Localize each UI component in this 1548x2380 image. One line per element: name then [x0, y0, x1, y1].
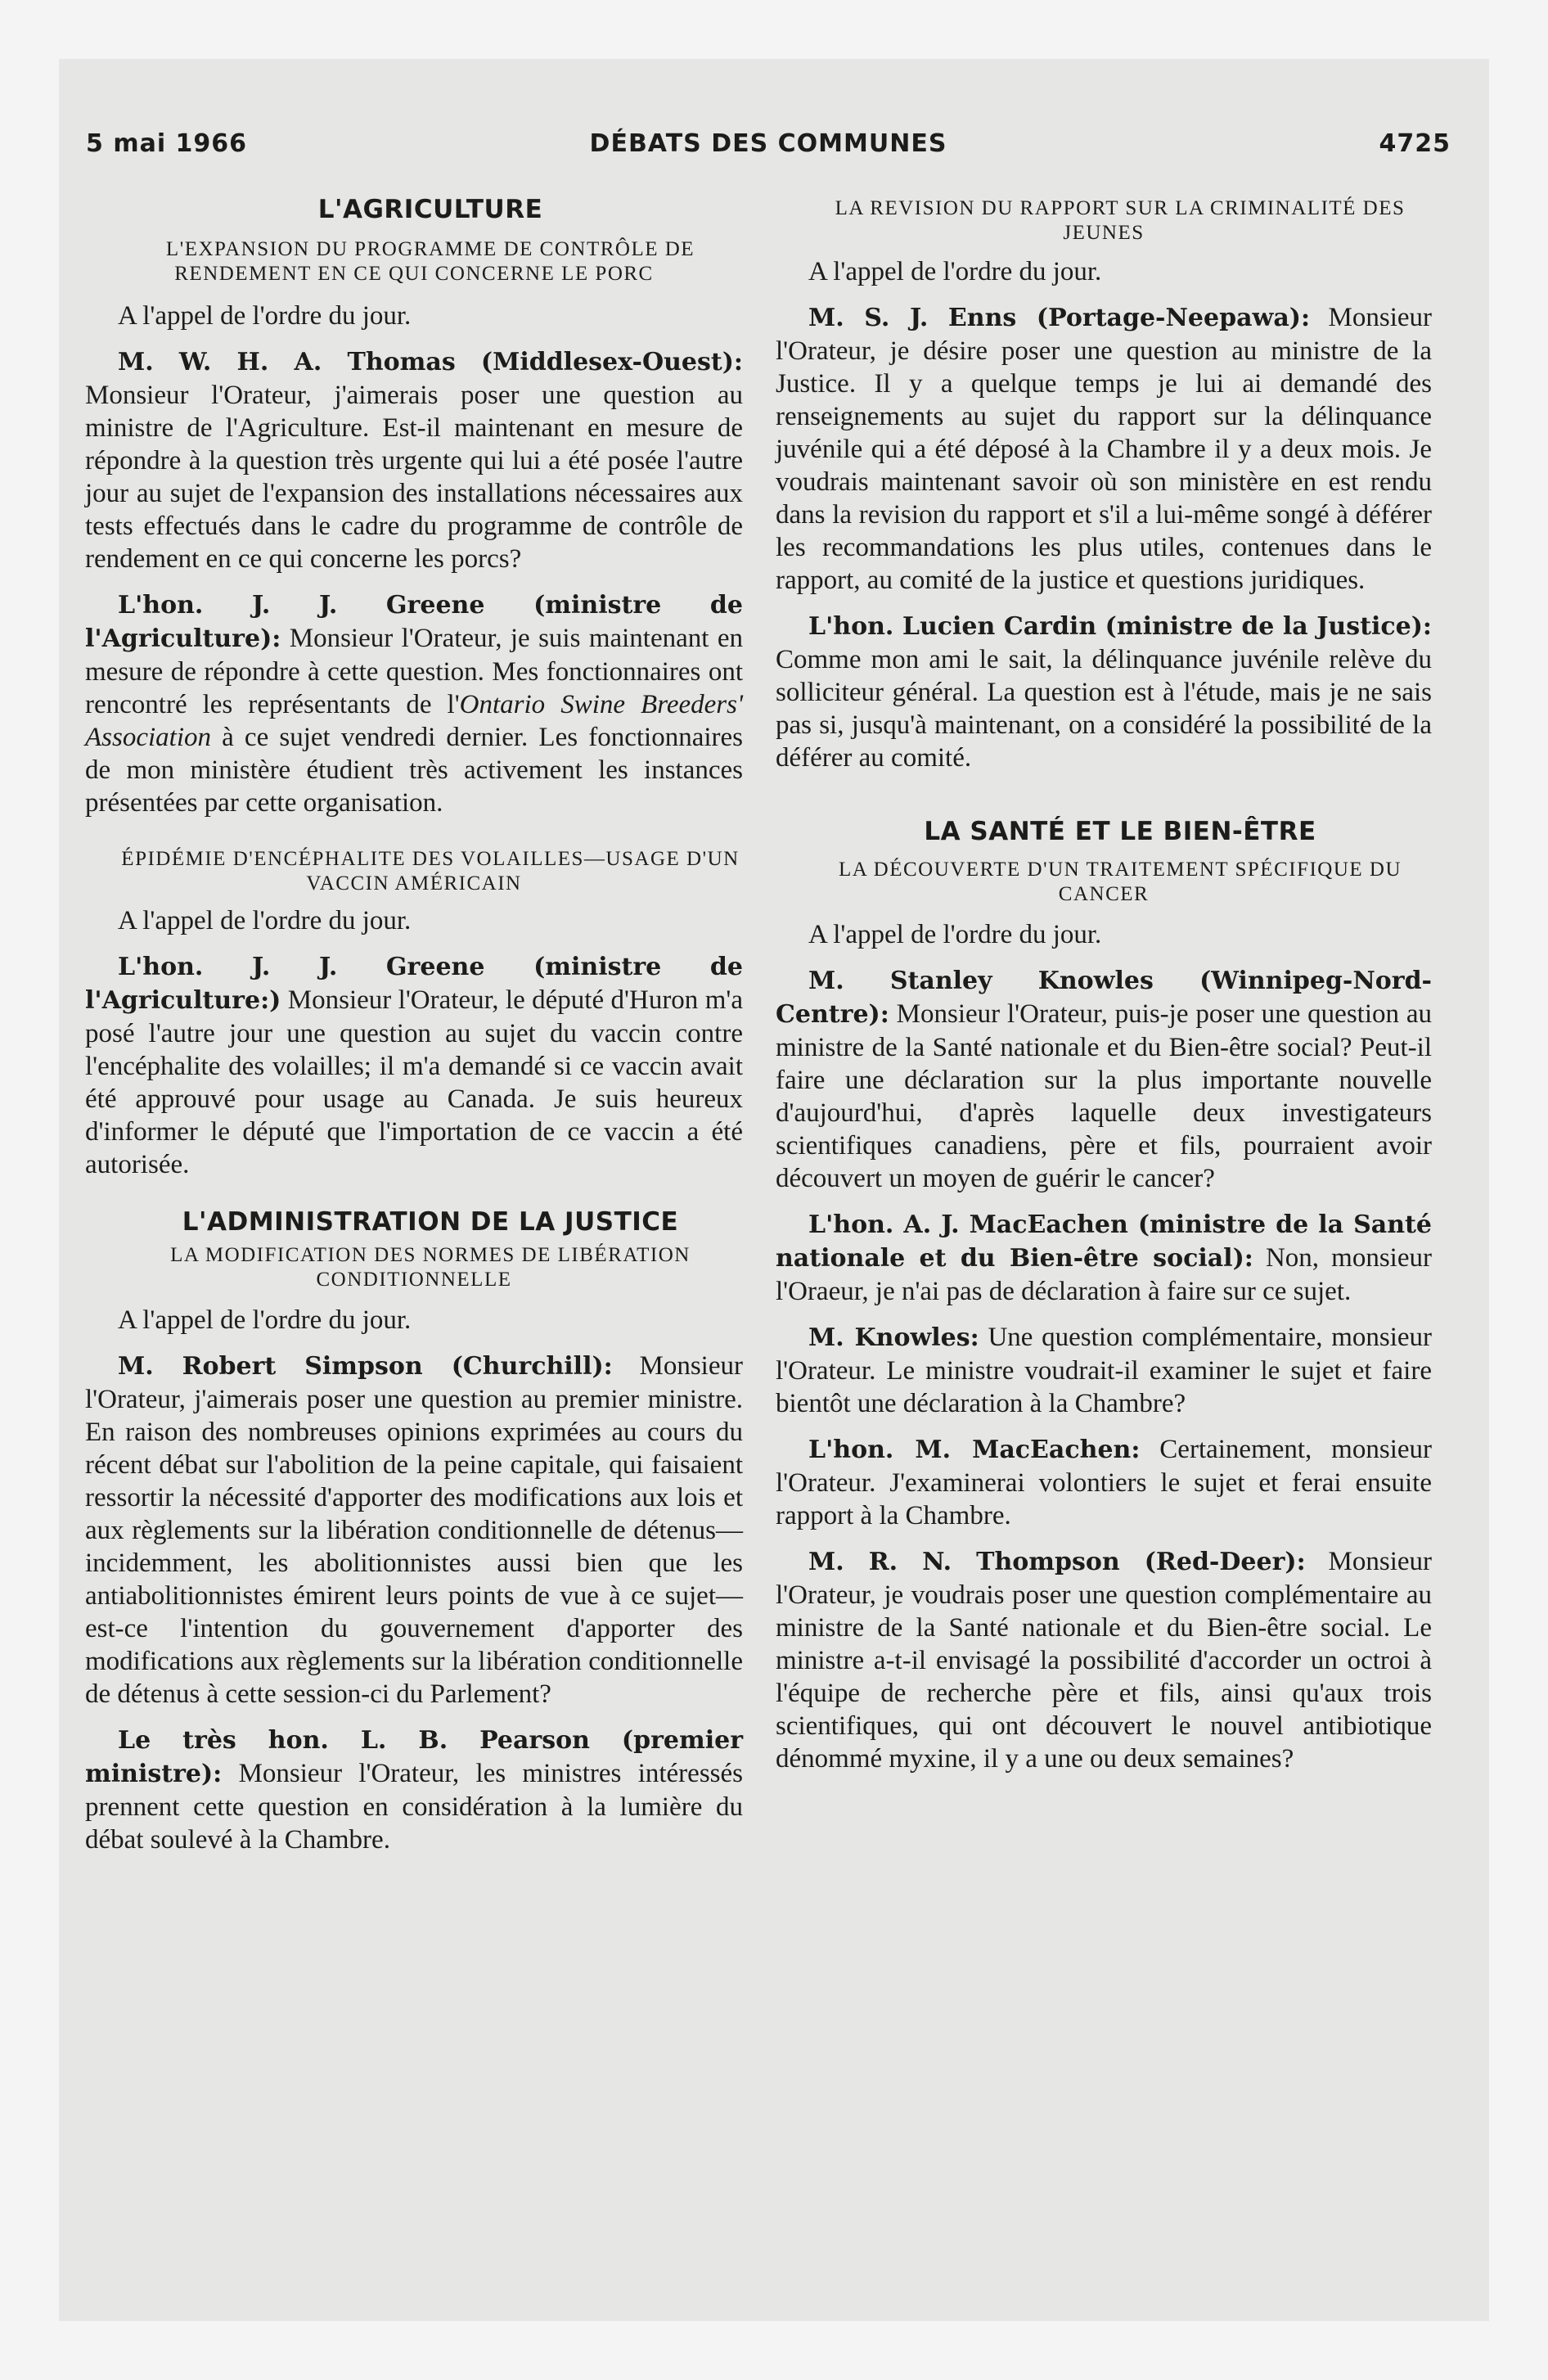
speaker: M. R. N. Thompson (Red-Deer): — [808, 1548, 1306, 1576]
order-call: A l'appel de l'ordre du jour. — [118, 906, 412, 935]
subtitle-encephalite: ÉPIDÉMIE D'ENCÉPHALITE DES VOLAILLES—USAGE D'UN VACCIN AMÉRICAIN — [121, 848, 740, 895]
page-header — [86, 129, 1451, 170]
paragraph — [85, 1724, 743, 1856]
paragraph — [776, 1433, 1432, 1532]
paragraph — [776, 964, 1432, 1195]
speaker: M. Knowles: — [808, 1323, 979, 1352]
paragraph — [85, 1350, 743, 1711]
paragraph — [85, 950, 743, 1181]
speaker: L'hon. J. J. Greene (ministre de l'Agriculture:) — [85, 953, 743, 1015]
speaker: M. Robert Simpson (Churchill): — [118, 1352, 613, 1381]
speaker: L'hon. J. J. Greene (ministre de l'Agriculture): — [85, 591, 743, 653]
speaker: M. Stanley Knowles (Winnipeg-Nord-Centre): — [776, 967, 1432, 1029]
speaker: M. S. J. Enns (Portage-Neepawa): — [808, 304, 1311, 332]
speech: Une question complémentaire, monsieur l'Orateur. Le ministre voudrait-il examiner le sujet et faire bientôt une déclaration à la Chambre? — [776, 1323, 1433, 1418]
speaker: M. W. H. A. Thomas (Middlesex-Ouest): — [118, 348, 743, 376]
paragraph — [776, 1321, 1432, 1420]
paragraph — [85, 588, 743, 819]
speech: Non, monsieur l'Oraeur, je n'ai pas de déclaration à faire sur ce sujet. — [776, 1243, 1432, 1306]
speech: Monsieur l'Orateur, j'aimerais poser une question au premier ministre. En raison des nombreuses opinions exprimées au cours du récent débat sur l'abolition de la peine capitale, qui faisaient ressortir la nécessité d'apporter des modifications aux lois et aux règlements sur la libération conditionnelle de détenus—incidemment, les abolitionnistes aussi bien que les antiabolitionnistes émirent leurs points de vue à ce sujet—est-ce l'intention du gouvernement d'apporter des modifications aux règlements sur la libération conditionnelle de détenus à cette session-ci du Parlement? — [85, 1351, 743, 1709]
header-page-number: 4725 — [1379, 129, 1451, 158]
section-title-sante: LA SANTÉ ET LE BIEN-ÊTRE — [924, 817, 1316, 846]
paragraph — [85, 345, 743, 575]
order-call: A l'appel de l'ordre du jour. — [118, 1305, 412, 1335]
subtitle-liberation: LA MODIFICATION DES NORMES DE LIBÉRATION CONDITIONNELLE — [170, 1244, 691, 1291]
speaker: L'hon. Lucien Cardin (ministre de la Justice): — [808, 612, 1432, 641]
order-call: A l'appel de l'ordre du jour. — [808, 257, 1102, 286]
subtitle-criminalite: LA REVISION DU RAPPORT SUR LA CRIMINALITÉ DES JEUNES — [835, 197, 1406, 244]
speech: Monsieur l'Orateur, le député d'Huron m'a posé l'autre jour une question au sujet du vaccin contre l'encéphalite des volailles; il m'a demandé si ce vaccin avait été approuvé pour usage au Canada. Je suis heureux d'informer le député que l'importation de ce vaccin a été autorisée. — [85, 985, 743, 1179]
subtitle-cancer: LA DÉCOUVERTE D'UN TRAITEMENT SPÉCIFIQUE DU CANCER — [838, 859, 1402, 905]
paragraph — [776, 610, 1432, 774]
speech: Monsieur l'Orateur, puis-je poser une question au ministre de la Santé nationale et du Bien-être social? Peut-il faire une déclaration sur la plus importante nouvelle d'aujourd'hui, d'après laquelle deux investigateurs scientifiques canadiens, père et fils, pourraient avoir découvert un moyen de guérir le cancer? — [776, 999, 1433, 1193]
section-title-agriculture: L'AGRICULTURE — [317, 195, 543, 224]
order-call: A l'appel de l'ordre du jour. — [118, 301, 412, 331]
order-call: A l'appel de l'ordre du jour. — [808, 920, 1102, 949]
speech: Monsieur l'Orateur, je suis maintenant en mesure de répondre à cette question. Mes fonctionnaires ont rencontré les représentants de l' — [85, 624, 743, 719]
speech: Monsieur l'Orateur, j'aimerais poser une question au ministre de l'Agriculture. Est-il maintenant en mesure de répondre à la question très urgente qui lui a été posée l'autre jour au sujet de l'expansion des installations nécessaires aux tests effectués dans le cadre du programme de contrôle de rendement en ce qui concerne les porcs? — [85, 381, 743, 574]
speech: à ce sujet vendredi dernier. Les fonctionnaires de mon ministère étudient très activement les instances présentées par cette organisation. — [85, 723, 743, 818]
subtitle-porc: L'EXPANSION DU PROGRAMME DE CONTRÔLE DE RENDEMENT EN CE QUI CONCERNE LE PORC — [165, 238, 695, 285]
speech: Monsieur l'Orateur, les ministres intéressés prennent cette question en considération à la lumière du débat soulevé à la Chambre. — [85, 1759, 743, 1855]
left-column — [85, 193, 743, 1856]
speaker: Le très hon. L. B. Pearson (premier ministre): — [85, 1726, 743, 1788]
paragraph — [776, 301, 1432, 597]
speech-italic: Ontario Swine Breeders' Association — [85, 690, 743, 752]
paragraph — [776, 1545, 1432, 1775]
header-date: 5 mai 1966 — [86, 129, 248, 158]
speaker: L'hon. M. MacEachen: — [808, 1436, 1141, 1464]
header-title: DÉBATS DES COMMUNES — [589, 129, 947, 158]
speaker: L'hon. A. J. MacEachen (ministre de la Santé nationale et du Bien-être social): — [776, 1210, 1432, 1273]
right-column — [776, 193, 1432, 1775]
speech: Comme mon ami le sait, la délinquance juvénile relève du solliciteur général. La question est à l'étude, mais je ne sais pas si, jusqu'à maintenant, on a considéré la possibilité de la déférer au comité. — [776, 645, 1432, 773]
speech: Monsieur l'Orateur, je désire poser une question au ministre de la Justice. Il y a quelque temps je lui ai demandé des renseignements au sujet du rapport sur la délinquance juvénile qui a été déposé à la Chambre il y a deux mois. Je voudrais maintenant savoir où son ministère en est rendu dans la revision du rapport et s'il a lui-même songé à déférer les recommandations les plus utiles, contenues dans le rapport, au comité de la justice et questions juridiques. — [776, 303, 1433, 595]
speech: Monsieur l'Orateur, je voudrais poser une question complémentaire au ministre de la Santé nationale et du Bien-être social. Le ministre a-t-il envisagé la possibilité d'accorder un octroi à l'équipe de recherche père et fils, ainsi qu'aux trois scientifiques, qui ont découvert le nouvel antibiotique dénommé myxine, il y a une ou deux semaines? — [776, 1547, 1433, 1774]
paragraph — [776, 1208, 1432, 1308]
speech: Certainement, monsieur l'Orateur. J'examinerai volontiers le sujet et ferai ensuite rapport à la Chambre. — [776, 1435, 1432, 1530]
section-title-justice: L'ADMINISTRATION DE LA JUSTICE — [182, 1207, 679, 1237]
